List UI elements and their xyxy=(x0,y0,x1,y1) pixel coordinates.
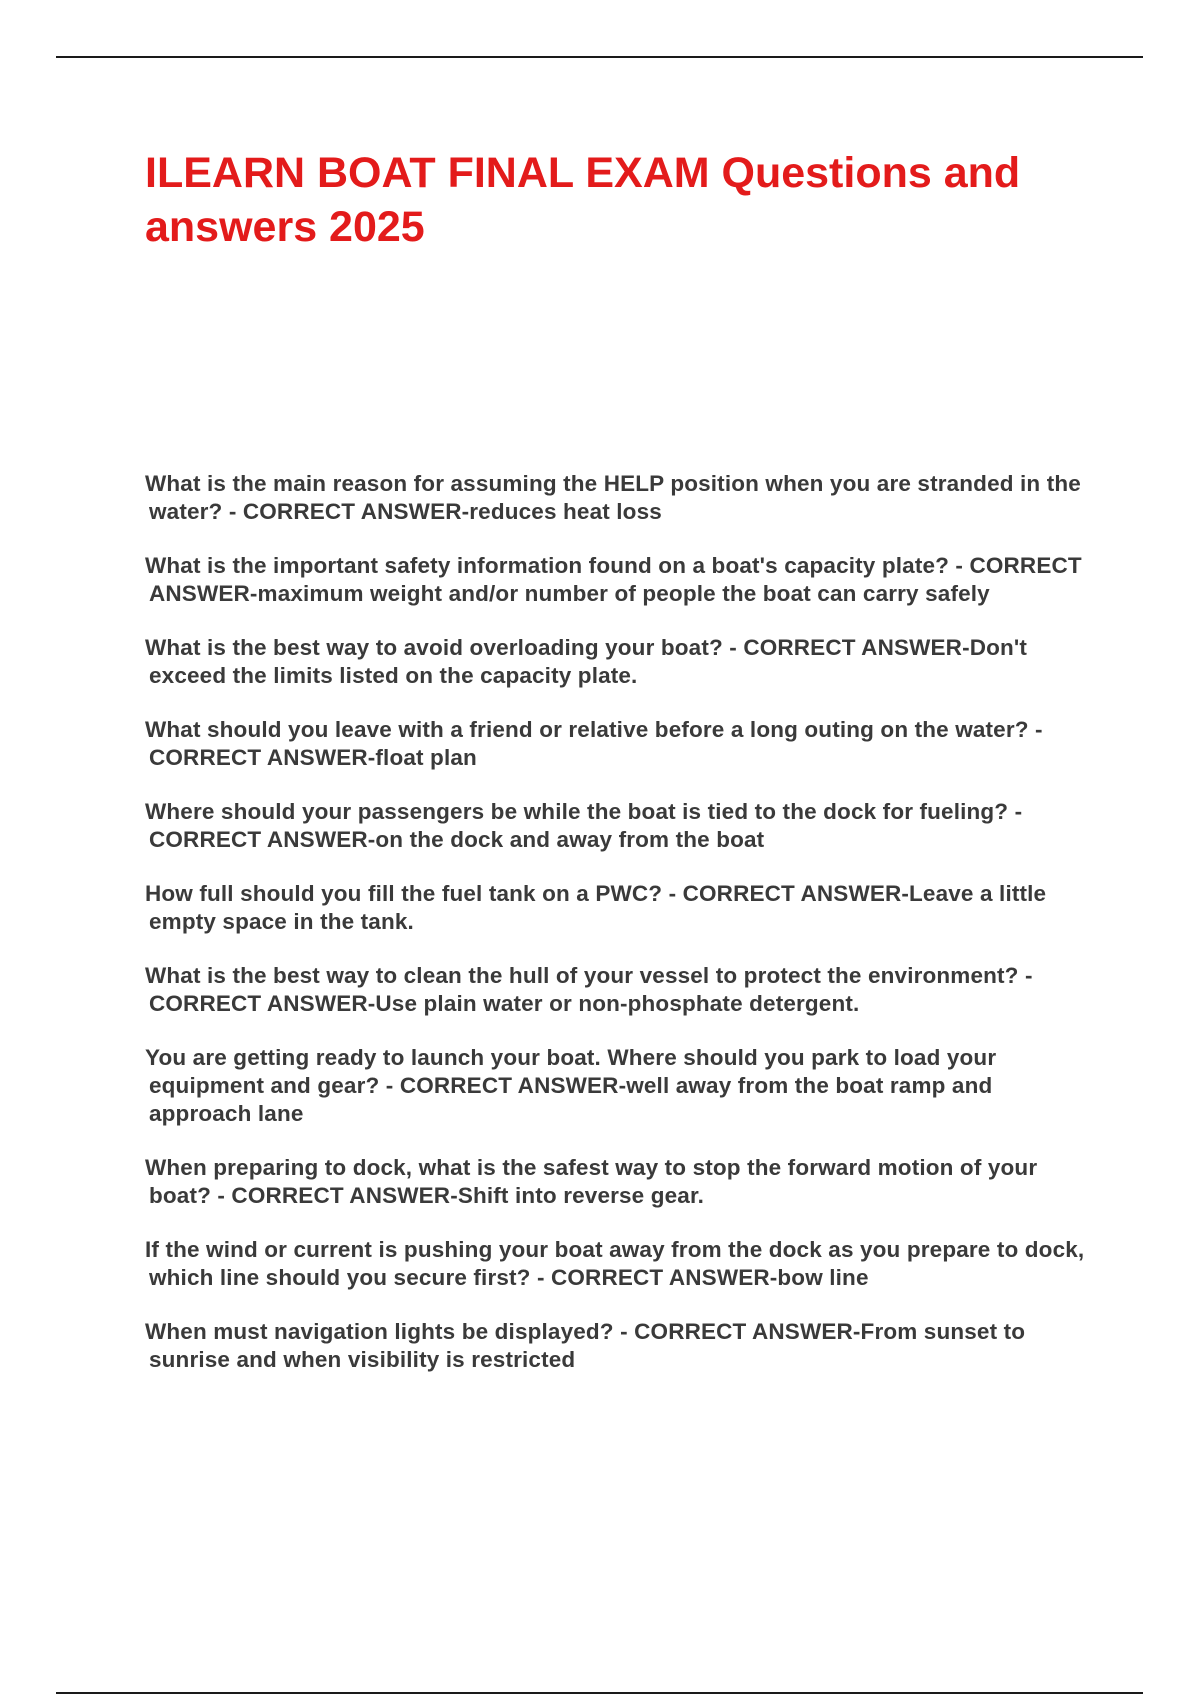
qa-item-6: How full should you fill the fuel tank on a PWC? - CORRECT ANSWER-Leave a little empty space in the tank. xyxy=(145,881,1047,934)
qa-item-4: What should you leave with a friend or relative before a long outing on the water? - CORRECT ANSWER-float plan xyxy=(145,717,1043,770)
qa-list xyxy=(145,470,1090,1400)
qa-item-10: If the wind or current is pushing your boat away from the dock as you prepare to dock, which line should you secure first? - CORRECT ANSWER-bow line xyxy=(145,1237,1085,1290)
qa-item-9: When preparing to dock, what is the safest way to stop the forward motion of your boat? - CORRECT ANSWER-Shift into reverse gear. xyxy=(145,1155,1038,1208)
qa-item-1: What is the main reason for assuming the HELP position when you are stranded in the water? - CORRECT ANSWER-reduces heat loss xyxy=(145,471,1081,524)
qa-item-5: Where should your passengers be while the boat is tied to the dock for fueling? - CORRECT ANSWER-on the dock and away from the boat xyxy=(145,799,1023,852)
qa-item-8: You are getting ready to launch your boat. Where should you park to load your equipment and gear? - CORRECT ANSWER-well away from the boat ramp and approach lane xyxy=(145,1045,997,1126)
document-title: ILEARN BOAT FINAL EXAM Questions and answers 2025 xyxy=(145,149,1021,251)
top-rule xyxy=(56,56,1143,58)
qa-item-3: What is the best way to avoid overloading your boat? - CORRECT ANSWER-Don't exceed the limits listed on the capacity plate. xyxy=(145,635,1028,688)
qa-item-7: What is the best way to clean the hull of your vessel to protect the environment? - CORRECT ANSWER-Use plain water or non-phosphate detergent. xyxy=(145,963,1033,1016)
qa-item-2: What is the important safety information found on a boat's capacity plate? - CORRECT ANSWER-maximum weight and/or number of people the boat can carry safely xyxy=(145,553,1082,606)
bottom-rule xyxy=(56,1692,1143,1694)
qa-item-11: When must navigation lights be displayed? - CORRECT ANSWER-From sunset to sunrise and when visibility is restricted xyxy=(145,1319,1026,1372)
